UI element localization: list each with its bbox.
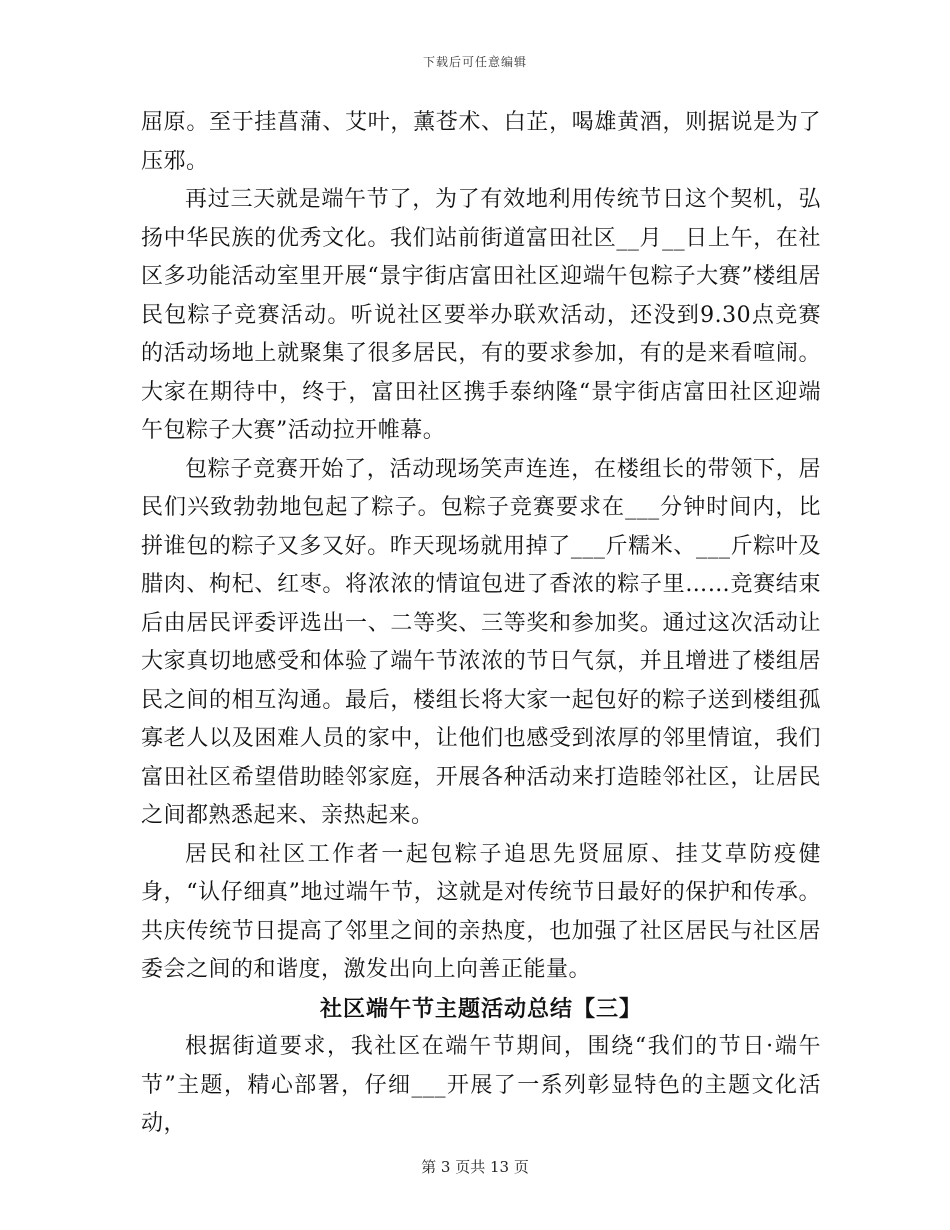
paragraph-competition: 包粽子竞赛开始了，活动现场笑声连连，在楼组长的带领下，居民们兴致勃勃地包起了粽子。包粽子竞赛要求在___分钟时间内，比拼谁包的粽子又多又好。昨天现场就用掉了___斤糯米、___斤粽叶及腊肉、枸杞、红枣。将浓浓的情谊包进了香浓的粽子里……竞赛结束后由居民评委评选出一、二等奖、三等奖和参加奖。通过这次活动让大家真切地感受和体验了端午节浓浓的节日气氛，并且增进了楼组居民之间的相互沟通。最后，楼组长将大家一起包好的粽子送到楼组孤寡老人以及困难人员的家中，让他们也感受到浓厚的邻里情谊，我们富田社区希望借助睦邻家庭，开展各种活动来打造睦邻社区，让居民之间都熟悉起来、亲热起来。 [141,456,821,828]
paragraph-section-start: 根据街道要求，我社区在端午节期间，围绕“我们的节日·端午节”主题，精心部署，仔细___开展了一系列彰显特色的主题文化活动， [141,1034,821,1136]
page-number: 第 3 页共 13 页 [421,1158,529,1176]
page-header: 下载后可任意编辑 [422,55,527,69]
document-body [141,104,821,1144]
section-title: 社区端午节主题活动总结【三】 [319,995,642,1022]
paragraph-continuation: 屈原。至于挂菖蒲、艾叶，薰苍术、白芷，喝雄黄酒，则据说是为了压邪。 [141,110,821,174]
paragraph-event-intro: 再过三天就是端午节了，为了有效地利用传统节日这个契机，弘扬中华民族的优秀文化。我们站前街道富田社区__月__日上午，在社区多功能活动室里开展“景宇街店富田社区迎端午包粽子大赛”楼组居民包粽子竞赛活动。听说社区要举办联欢活动，还没到9.30点竞赛的活动场地上就聚集了很多居民，有的要求参加，有的是来看喧闹。大家在期待中，终于，富田社区携手泰纳隆“景宇街店富田社区迎端午包粽子大赛”活动拉开帷幕。 [141,187,821,443]
paragraph-conclusion: 居民和社区工作者一起包粽子追思先贤屈原、挂艾草防疫健身，“认仔细真”地过端午节，这就是对传统节日最好的保护和传承。共庆传统节日提高了邻里之间的亲热度，也加强了社区居民与社区居委会之间的和谐度，激发出向上向善正能量。 [141,841,821,982]
